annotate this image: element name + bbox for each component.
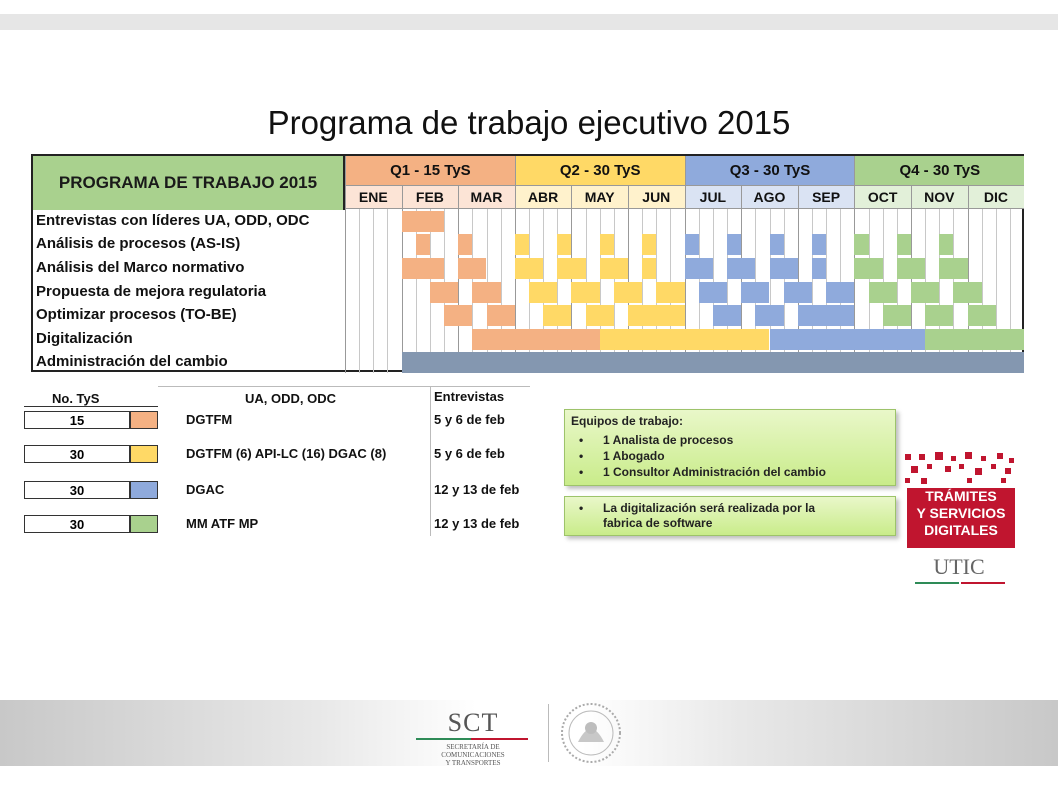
legend-swatch-q2	[130, 445, 158, 463]
sct-line3: Y TRANSPORTES	[445, 759, 501, 767]
digitalizacion-note: • La digitalización será realizada por la fabrica de software	[579, 501, 816, 530]
month-nov: NOV	[911, 185, 968, 209]
gantt-bar	[770, 329, 926, 350]
gantt-bar	[869, 282, 897, 303]
legend-col-ua: UA, ODD, ODC	[245, 391, 336, 406]
activity-digitalizacion: Digitalización	[36, 330, 133, 347]
month-ago: AGO	[741, 185, 798, 209]
legend-num-1: 15	[24, 411, 130, 429]
grid-line	[373, 209, 374, 373]
gantt-bar	[458, 258, 486, 279]
gantt-bar	[458, 234, 472, 255]
activity-marco-normativo: Análisis del Marco normativo	[36, 259, 245, 276]
gantt-bar	[515, 258, 543, 279]
gantt-bar	[586, 305, 614, 326]
gantt-bar	[812, 234, 826, 255]
gantt-bar	[939, 258, 967, 279]
month-jul: JUL	[685, 185, 742, 209]
gantt-bar	[727, 234, 741, 255]
gantt-header: PROGRAMA DE TRABAJO 2015	[33, 156, 345, 210]
mexico-seal-icon	[558, 702, 624, 764]
gantt-bar	[727, 258, 755, 279]
legend-entrevistas-1: 5 y 6 de feb	[434, 412, 505, 427]
legend-num-4: 30	[24, 515, 130, 533]
month-dic: DIC	[968, 185, 1025, 209]
logo-line2: Y SERVICIOS	[916, 505, 1006, 521]
logo-line3: DIGITALES	[924, 522, 998, 538]
sct-line1: SECRETARÍA DE	[446, 743, 500, 751]
gantt-bar	[826, 282, 854, 303]
gantt-bar	[897, 234, 911, 255]
gantt-bar	[755, 305, 783, 326]
gantt-bar	[642, 258, 656, 279]
gantt-bar	[713, 305, 741, 326]
gantt-bar	[854, 234, 868, 255]
gantt-bar	[925, 329, 1024, 350]
legend-swatch-q1	[130, 411, 158, 429]
gantt-bar	[472, 329, 599, 350]
activity-optimizar-procesos: Optimizar procesos (TO-BE)	[36, 306, 237, 323]
activity-mejora-regulatoria: Propuesta de mejora regulatoria	[36, 283, 267, 300]
month-sep: SEP	[798, 185, 855, 209]
equipos-item: • 1 Analista de procesos	[571, 432, 889, 448]
month-ene: ENE	[345, 185, 402, 209]
gantt-bar	[770, 234, 784, 255]
gantt-bar	[571, 282, 599, 303]
gantt-bar	[472, 282, 500, 303]
gantt-bar	[444, 305, 472, 326]
digitalizacion-note-line1: La digitalización será realizada por la	[603, 501, 816, 515]
month-may: MAY	[571, 185, 628, 209]
gantt-bar	[685, 258, 713, 279]
gantt-bar	[883, 305, 911, 326]
sct-logo-text: SCT	[447, 708, 499, 737]
gantt-bar	[515, 234, 529, 255]
gantt-bar	[953, 282, 981, 303]
slide-title: Programa de trabajo ejecutivo 2015	[267, 104, 791, 141]
gantt-bar	[968, 305, 996, 326]
month-abr: ABR	[515, 185, 572, 209]
equipos-item: • 1 Abogado	[571, 448, 889, 464]
legend-entrevistas-4: 12 y 13 de feb	[434, 516, 520, 531]
gantt-bar	[685, 234, 699, 255]
activity-analisis-procesos: Análisis de procesos (AS-IS)	[36, 235, 241, 252]
gantt-bar	[557, 234, 571, 255]
gantt-bar	[699, 282, 727, 303]
gantt-bar	[939, 234, 953, 255]
logo-line1: TRÁMITES	[925, 488, 997, 504]
gantt-chart	[31, 154, 1024, 372]
gantt-bar	[402, 258, 430, 279]
equipos-box	[564, 409, 896, 486]
legend-entrevistas-3: 12 y 13 de feb	[434, 482, 520, 497]
grid-line	[359, 209, 360, 373]
legend-ua-2: DGTFM (6) API-LC (16) DGAC (8)	[186, 446, 387, 461]
top-band	[0, 14, 1058, 30]
legend-ua-3: DGAC	[186, 482, 225, 497]
legend-col-entrevistas: Entrevistas	[434, 389, 505, 404]
gantt-bar	[854, 258, 882, 279]
gantt-bar	[656, 282, 684, 303]
gantt-bar	[812, 258, 826, 279]
legend-header-line	[24, 406, 158, 407]
quarter-q2: Q2 - 30 TyS	[515, 156, 685, 185]
legend-col-no: No. TyS	[52, 391, 100, 406]
gantt-bar	[642, 234, 656, 255]
quarter-q4: Q4 - 30 TyS	[854, 156, 1024, 185]
legend-entrevistas-2: 5 y 6 de feb	[434, 446, 505, 461]
gantt-bar	[614, 282, 642, 303]
gantt-bar	[416, 234, 430, 255]
activity-entrevistas: Entrevistas con líderes UA, ODD, ODC	[36, 212, 310, 229]
gantt-bar	[557, 258, 585, 279]
logo-utic: UTIC	[933, 554, 985, 579]
gantt-bar	[430, 282, 458, 303]
legend-swatch-q4	[130, 515, 158, 533]
gantt-bar	[628, 305, 685, 326]
month-oct: OCT	[854, 185, 911, 209]
gantt-bar	[402, 352, 1025, 373]
quarter-q1: Q1 - 15 TyS	[345, 156, 515, 185]
legend-num-3: 30	[24, 481, 130, 499]
gantt-bar	[487, 305, 515, 326]
gantt-bar	[600, 234, 614, 255]
legend-top-line	[158, 386, 530, 387]
gantt-bar	[529, 282, 557, 303]
month-feb: FEB	[402, 185, 459, 209]
grid-line	[345, 185, 346, 373]
tramites-logo	[905, 450, 1017, 590]
gantt-bar	[925, 305, 953, 326]
grid-line	[387, 209, 388, 373]
gantt-bar	[770, 258, 798, 279]
footer	[0, 700, 1058, 766]
activity-administracion-cambio: Administración del cambio	[36, 353, 228, 370]
month-mar: MAR	[458, 185, 515, 209]
legend-ua-4: MM ATF MP	[186, 516, 259, 531]
gantt-bar	[430, 258, 444, 279]
equipos-title: Equipos de trabajo:	[571, 414, 684, 428]
gantt-bar	[897, 258, 925, 279]
legend-divider	[430, 386, 431, 536]
sct-line2: COMUNICACIONES	[441, 751, 505, 759]
gantt-bar	[911, 282, 939, 303]
grid-line	[458, 185, 459, 373]
gantt-bar	[543, 305, 571, 326]
gantt-bar	[600, 258, 628, 279]
gantt-bar	[402, 211, 444, 232]
digitalizacion-note-box	[564, 496, 896, 536]
month-jun: JUN	[628, 185, 685, 209]
equipos-item: • 1 Consultor Administración del cambio	[571, 464, 889, 480]
legend-swatch-q3	[130, 481, 158, 499]
digitalizacion-note-line2: fabrica de software	[603, 516, 713, 530]
quarter-q3: Q3 - 30 TyS	[685, 156, 855, 185]
gantt-bar	[600, 329, 770, 350]
gantt-bar	[798, 305, 855, 326]
gantt-bar	[784, 282, 812, 303]
gantt-bar	[741, 282, 769, 303]
legend-ua-1: DGTFM	[186, 412, 233, 427]
legend-num-2: 30	[24, 445, 130, 463]
